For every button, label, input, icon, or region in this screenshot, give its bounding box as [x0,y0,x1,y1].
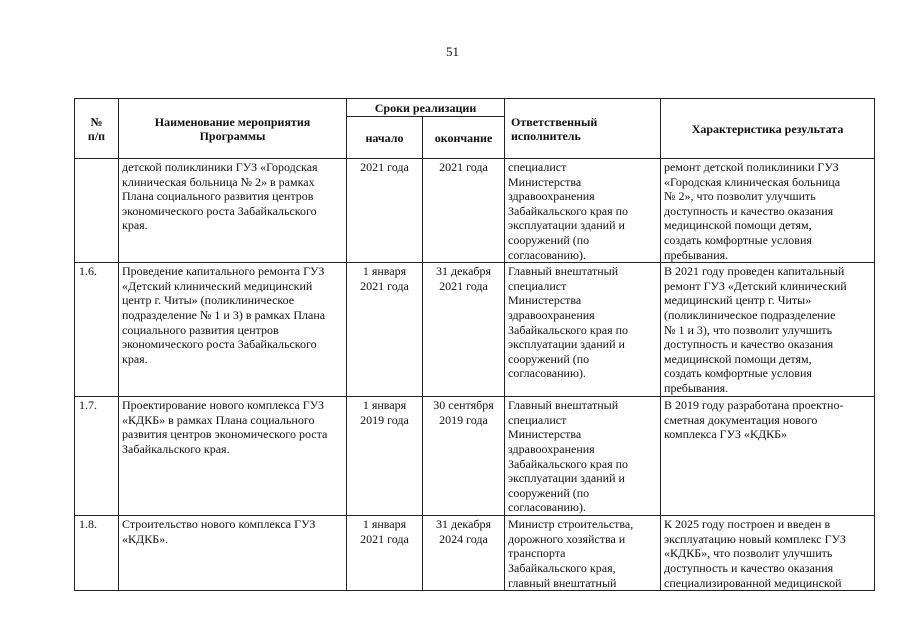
row-end-cell: 31 декабря 2024 года [423,516,505,591]
row-number-cell: 1.8. [75,516,119,591]
row-executor-cell: Министр строительства, дорожного хозяйства и транспорта Забайкальского края, главный внештатный [505,516,661,591]
table-row [75,516,875,591]
header-start: начало [347,117,423,159]
row-executor-cell: Главный внештатный специалист Министерства здравоохранения Забайкальского края по эксплуатации зданий и сооружений (по согласованию). [505,397,661,516]
row-start-cell: 2021 года [347,159,423,263]
header-activity-name: Наименование мероприятия Программы [119,99,347,159]
row-end-cell: 30 сентября 2019 года [423,397,505,516]
table-row [75,159,875,263]
row-start-cell: 1 января 2019 года [347,397,423,516]
row-name-cell: Строительство нового комплекса ГУЗ «КДКБ». [119,516,347,591]
row-executor-cell: специалист Министерства здравоохранения Забайкальского края по эксплуатации зданий и сооружений (по согласованию). [505,159,661,263]
program-activities-table [74,98,875,591]
row-result-cell: В 2021 году проведен капитальный ремонт ГУЗ «Детский клинический медицинский центр г. Читы» (поликлиническое подразделение № 1 и 3), что позволит улучшить доступность и качество оказания медицинской помощи детям, создать комфортные условия пребывания. [661,263,875,397]
header-executor: Ответственный исполнитель [505,99,661,159]
table-row [75,397,875,516]
table-row [75,263,875,397]
header-number: № п/п [75,99,119,159]
row-result-cell: ремонт детской поликлиники ГУЗ «Городская клиническая больница № 2», что позволит улучшить доступность и качество оказания медицинской помощи детям, создать комфортные условия пребывания. [661,159,875,263]
header-end: окончание [423,117,505,159]
row-result-cell: К 2025 году построен и введен в эксплуатацию новый комплекс ГУЗ «КДКБ», что позволит улучшить доступность и качество оказания специализированной медицинской [661,516,875,591]
row-number-cell: 1.6. [75,263,119,397]
row-end-cell: 2021 года [423,159,505,263]
row-start-cell: 1 января 2021 года [347,263,423,397]
row-end-cell: 31 декабря 2021 года [423,263,505,397]
row-name-cell: детской поликлиники ГУЗ «Городская клиническая больница № 2» в рамках Плана социального развития центров экономического роста Забайкальского края. [119,159,347,263]
row-executor-cell: Главный внештатный специалист Министерства здравоохранения Забайкальского края по эксплуатации зданий и сооружений (по согласованию). [505,263,661,397]
row-start-cell: 1 января 2021 года [347,516,423,591]
header-implementation-period: Сроки реализации [347,99,505,117]
row-number-cell [75,159,119,263]
row-name-cell: Проектирование нового комплекса ГУЗ «КДКБ» в рамках Плана социального развития центров экономического роста Забайкальского края. [119,397,347,516]
header-result: Характеристика результата [661,99,875,159]
page-number: 51 [446,44,459,59]
row-name-cell: Проведение капитального ремонта ГУЗ «Детский клинический медицинский центр г. Читы» (поликлиническое подразделение № 1 и 3) в рамках Плана социального развития центров экономического роста Забайкальского края. [119,263,347,397]
row-result-cell: В 2019 году разработана проектно- сметная документация нового комплекса ГУЗ «КДКБ» [661,397,875,516]
row-number-cell: 1.7. [75,397,119,516]
